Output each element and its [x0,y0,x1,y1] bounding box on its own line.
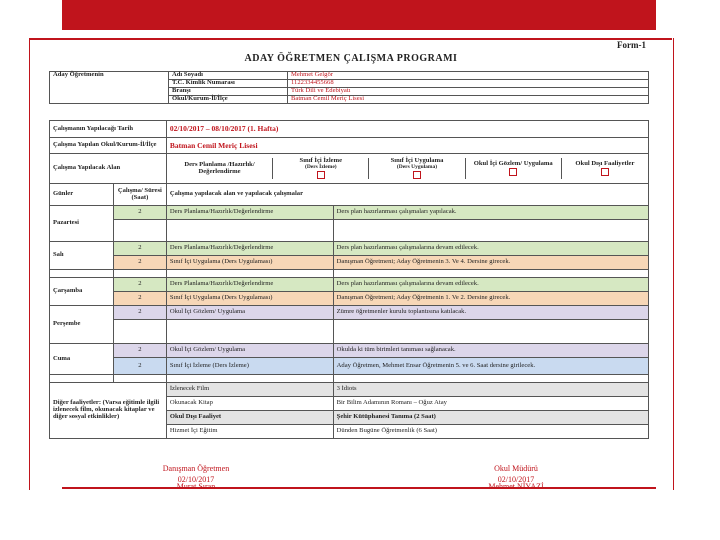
day-label: Pazartesi [50,206,114,242]
info-label: Adı Soyadı [169,72,288,80]
hours-cell: 2 [113,256,166,270]
area-checkbox[interactable] [509,168,517,176]
activity-cell: Aday Öğretmen, Mehmet Ensar Öğretmenin 5. ve 6. Saat dersine girilecek. [333,358,648,375]
area-options [167,158,648,179]
other-activity-value: Dünden Bugüne Öğretmenlik (6 Saat) [333,425,648,439]
hours-cell: 2 [113,242,166,256]
area-cell: Ders Planlama/Hazırlık/Değerlendirme [166,206,333,220]
area-cell: Ders Planlama/Hazırlık/Değerlendirme [166,242,333,256]
col-activities: Çalışma yapılacak alan ve yapılacak çalışmalar [166,184,648,206]
program-table [49,120,649,439]
other-activities-label: Diğer faaliyetler: (Varsa eğitimle ilgili izlenecek film, okunacak kitaplar ve diğer sosyal etkinlikler) [50,383,167,439]
hours-cell: 2 [113,206,166,220]
other-activity-label: Hizmet İçi Eğitim [166,425,333,439]
signature-right [436,464,596,491]
hours-cell: 2 [113,306,166,320]
info-value: 11223344556​68 [288,80,649,88]
activity-cell: Danışman Öğretmeni; Aday Öğretmenin 3. Ve 4. Dersine girecek. [333,256,648,270]
area-cell: Sınıf İçi İzleme (Ders İzleme) [166,358,333,375]
other-activity-value: Şehir Kütüphanesi Tanıma (2 Saat) [333,411,648,425]
hours-cell: 2 [113,292,166,306]
other-activity-value: Bir Bilim Adamının Romanı – Oğuz Atay [333,397,648,411]
info-value: Batman Cemil Meriç Lisesi [288,96,649,104]
signature-name: Mehmet NİYAZİ [488,482,544,491]
col-hours: Çalışma/ Süresi (Saat) [113,184,166,206]
day-label: Salı [50,242,114,270]
document [36,40,666,490]
area-cell: Ders Planlama/Hazırlık/Değerlendirme [166,278,333,292]
signature-role: Okul Müdürü [494,464,538,473]
area-option: Okul Dışı Faaliyetler [561,158,648,179]
activity-cell: Ders plan hazırlanması çalışmalarına devam edilecek. [333,242,648,256]
date-label: Çalışmanın Yapılacağı Tarih [50,121,167,138]
info-label: T.C. Kimlik Numarası [169,80,288,88]
activity-cell: Ders plan hazırlanması çalışmalarına devam edilecek. [333,278,648,292]
other-activity-value: 3 İdiots [333,383,648,397]
area-cell: Okul İçi Gözlem/ Uygulama [166,344,333,358]
activity-cell: Danışman Öğretmeni; Aday Öğretmenin 1. Ve 2. Dersine girecek. [333,292,648,306]
other-activity-label: Okul Dışı Faaliyet [166,411,333,425]
signature-role: Danışman Öğretmen [162,464,230,473]
area-checkbox[interactable] [317,171,325,179]
info-value: Türk Dili ve Edebiyatı [288,88,649,96]
document-title: ADAY ÖĞRETMEN ÇALIŞMA PROGRAMI [244,53,458,64]
area-cell: Okul İçi Gözlem/ Uygulama [166,306,333,320]
signature-date: 02/10/2017 [497,475,535,484]
info-label: Branşı [169,88,288,96]
top-banner [62,0,656,30]
hours-cell: 2 [113,344,166,358]
area-checkbox[interactable] [413,171,421,179]
area-checkbox[interactable] [601,168,609,176]
area-cell: Sınıf İçi Uygulama (Ders Uygulaması) [166,292,333,306]
signature-name: Murat Sıran [176,482,216,491]
col-days: Günler [50,184,114,206]
day-label: Perşembe [50,306,114,344]
candidate-info-table [49,71,649,104]
activity-cell: Okulda ki tüm birimleri tanıması sağlanacak. [333,344,648,358]
day-label: Çarşamba [50,278,114,306]
info-label: Okul/Kurum-İl/İlçe [169,96,288,104]
signature-date: 02/10/2017 [177,475,215,484]
area-cell: Sınıf İçi Uygulama (Ders Uygulaması) [166,256,333,270]
signature-left [116,464,276,491]
info-value: Mehmet Gelgör [288,72,649,80]
day-label: Cuma [50,344,114,375]
place-label: Çalışma Yapılan Okul/Kurum-İl/İlçe [50,138,167,154]
other-activity-label: İzlenecek Film [166,383,333,397]
area-option: Ders Planlama /Hazırlık/ Değerlendirme [167,158,273,179]
place-value: Batman Cemil Meriç Lisesi [166,138,648,154]
area-label: Çalışma Yapılacak Alan [50,154,167,184]
info-section-label: Aday Öğretmenin [50,72,169,104]
activity-cell: Ders plan hazırlanması çalışmaları yapılacak. [333,206,648,220]
other-activity-label: Okunacak Kitap [166,397,333,411]
area-option: Sınıf İçi Uygulama (Ders Uygulama) [369,158,465,179]
hours-cell: 2 [113,278,166,292]
date-value: 02/10/2017 – 08/10/2017 (1. Hafta) [166,121,648,138]
area-option: Sınıf İçi İzleme (Ders İzleme) [273,158,369,179]
activity-cell: Zümre öğretmenler kurulu toplantısına katılacak. [333,306,648,320]
area-option: Okul İçi Gözlem/ Uygulama [465,158,561,179]
hours-cell: 2 [113,358,166,375]
form-number: Form-1 [617,40,646,50]
